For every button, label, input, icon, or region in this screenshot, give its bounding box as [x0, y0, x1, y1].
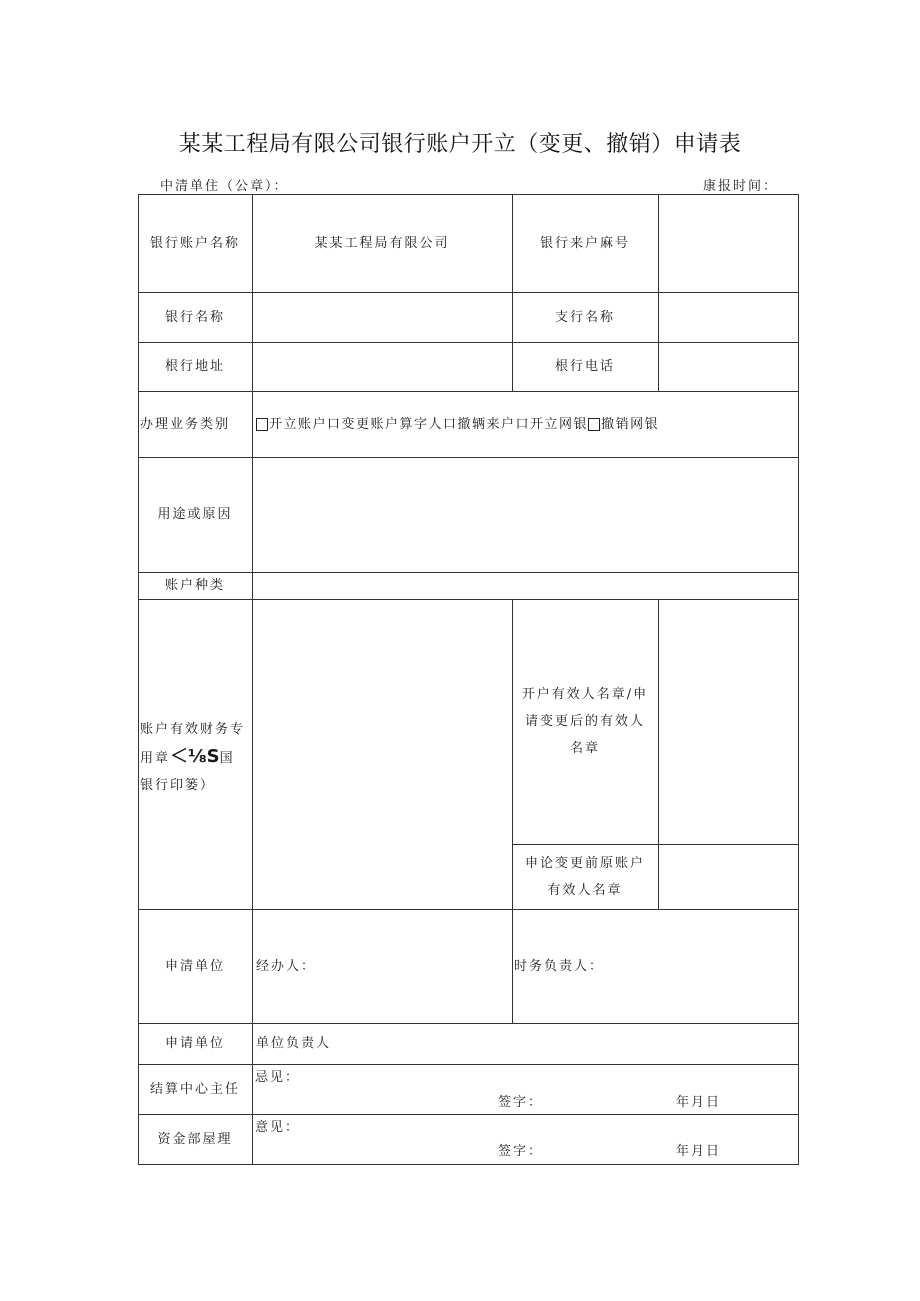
applicant-label: 申清单位: [164, 958, 225, 974]
account-name-label: 银行账户名称: [149, 235, 240, 251]
table-border-right: [798, 194, 799, 1165]
old-seal-label: 申论变更前原账户有效人名章: [524, 855, 645, 898]
branch-name-field[interactable]: [658, 292, 798, 342]
seal-label-line2-symbol: ＜⅛S: [170, 746, 220, 767]
option-open-online-banking[interactable]: 口开立网银: [515, 416, 589, 432]
seal-label: [140, 716, 252, 799]
form-title: 某某工程局有限公司银行账户开立（变更、撤销）申请表: [178, 132, 742, 157]
purpose-field[interactable]: [252, 457, 798, 572]
open-account-checkbox[interactable]: [256, 418, 268, 431]
business-type-options: [254, 391, 796, 457]
seal-label-line3: 银行印篓）: [140, 778, 216, 793]
column-divider: [512, 599, 513, 909]
bank-address-field[interactable]: [252, 342, 512, 391]
finance-sign-label[interactable]: 签字：: [498, 1144, 544, 1159]
account-name-value[interactable]: 某某工程局有限公司: [314, 235, 450, 251]
finance-opinion-label[interactable]: 意见：: [255, 1120, 301, 1135]
account-kind-label: 账户种类: [164, 578, 225, 593]
handler-label[interactable]: 经办人：: [256, 958, 317, 974]
option-cancel-online-banking[interactable]: 撤销网银: [601, 416, 660, 432]
applicant-unit-label: 中清单住（公章）：: [160, 179, 289, 194]
purpose-label: 用途或原因: [157, 507, 233, 522]
business-type-label: 办理业务类别: [140, 416, 231, 432]
account-number-field[interactable]: [658, 194, 798, 292]
applicant-unit-label-2: 申请单位: [164, 1036, 225, 1051]
finance-dept-manager-label: 资金部屋理: [157, 1131, 233, 1147]
bank-address-label: 根行地址: [164, 359, 225, 374]
settlement-opinion-label[interactable]: 忌见：: [255, 1070, 301, 1085]
finance-officer-label[interactable]: 时务负责人：: [514, 958, 605, 974]
bank-phone-field[interactable]: [658, 342, 798, 391]
account-kind-field[interactable]: [252, 572, 798, 599]
seal-label-line2-post: 国: [219, 751, 235, 766]
unit-head-label[interactable]: 单位负责人: [256, 1036, 332, 1051]
new-seal-label: 开户有效人名章/申请变更后的有效人名章: [521, 687, 649, 756]
bank-name-field[interactable]: [252, 292, 512, 342]
new-seal-area[interactable]: [658, 599, 798, 844]
seal-label-line2-pre: 用章: [140, 751, 171, 766]
cancel-online-banking-checkbox[interactable]: [588, 418, 600, 431]
application-form-table: [138, 194, 798, 1165]
seal-label-line2: [140, 743, 252, 772]
account-number-label: 银行来户麻号: [539, 235, 630, 251]
branch-name-label: 支行名称: [554, 309, 615, 325]
table-border-bottom: [138, 1164, 799, 1165]
settlement-director-label: 结算中心主任: [149, 1081, 240, 1097]
finance-date-label[interactable]: 年月日: [676, 1144, 722, 1159]
old-seal-area[interactable]: [658, 844, 798, 909]
settlement-date-label[interactable]: 年月日: [676, 1095, 722, 1110]
seal-label-line1: 账户有效财务专: [140, 722, 246, 737]
bank-phone-label: 根行电话: [554, 359, 615, 374]
option-close-account[interactable]: 口撤辆来户: [443, 416, 516, 432]
bank-name-label: 银行名称: [164, 309, 225, 325]
financial-seal-area[interactable]: [252, 599, 512, 909]
option-change-signer[interactable]: 口变更账户算字人: [327, 416, 444, 432]
option-open-account[interactable]: 开立账户: [269, 416, 328, 432]
report-time-label: 康报时间：: [702, 179, 778, 194]
settlement-sign-label[interactable]: 签字：: [498, 1095, 544, 1110]
